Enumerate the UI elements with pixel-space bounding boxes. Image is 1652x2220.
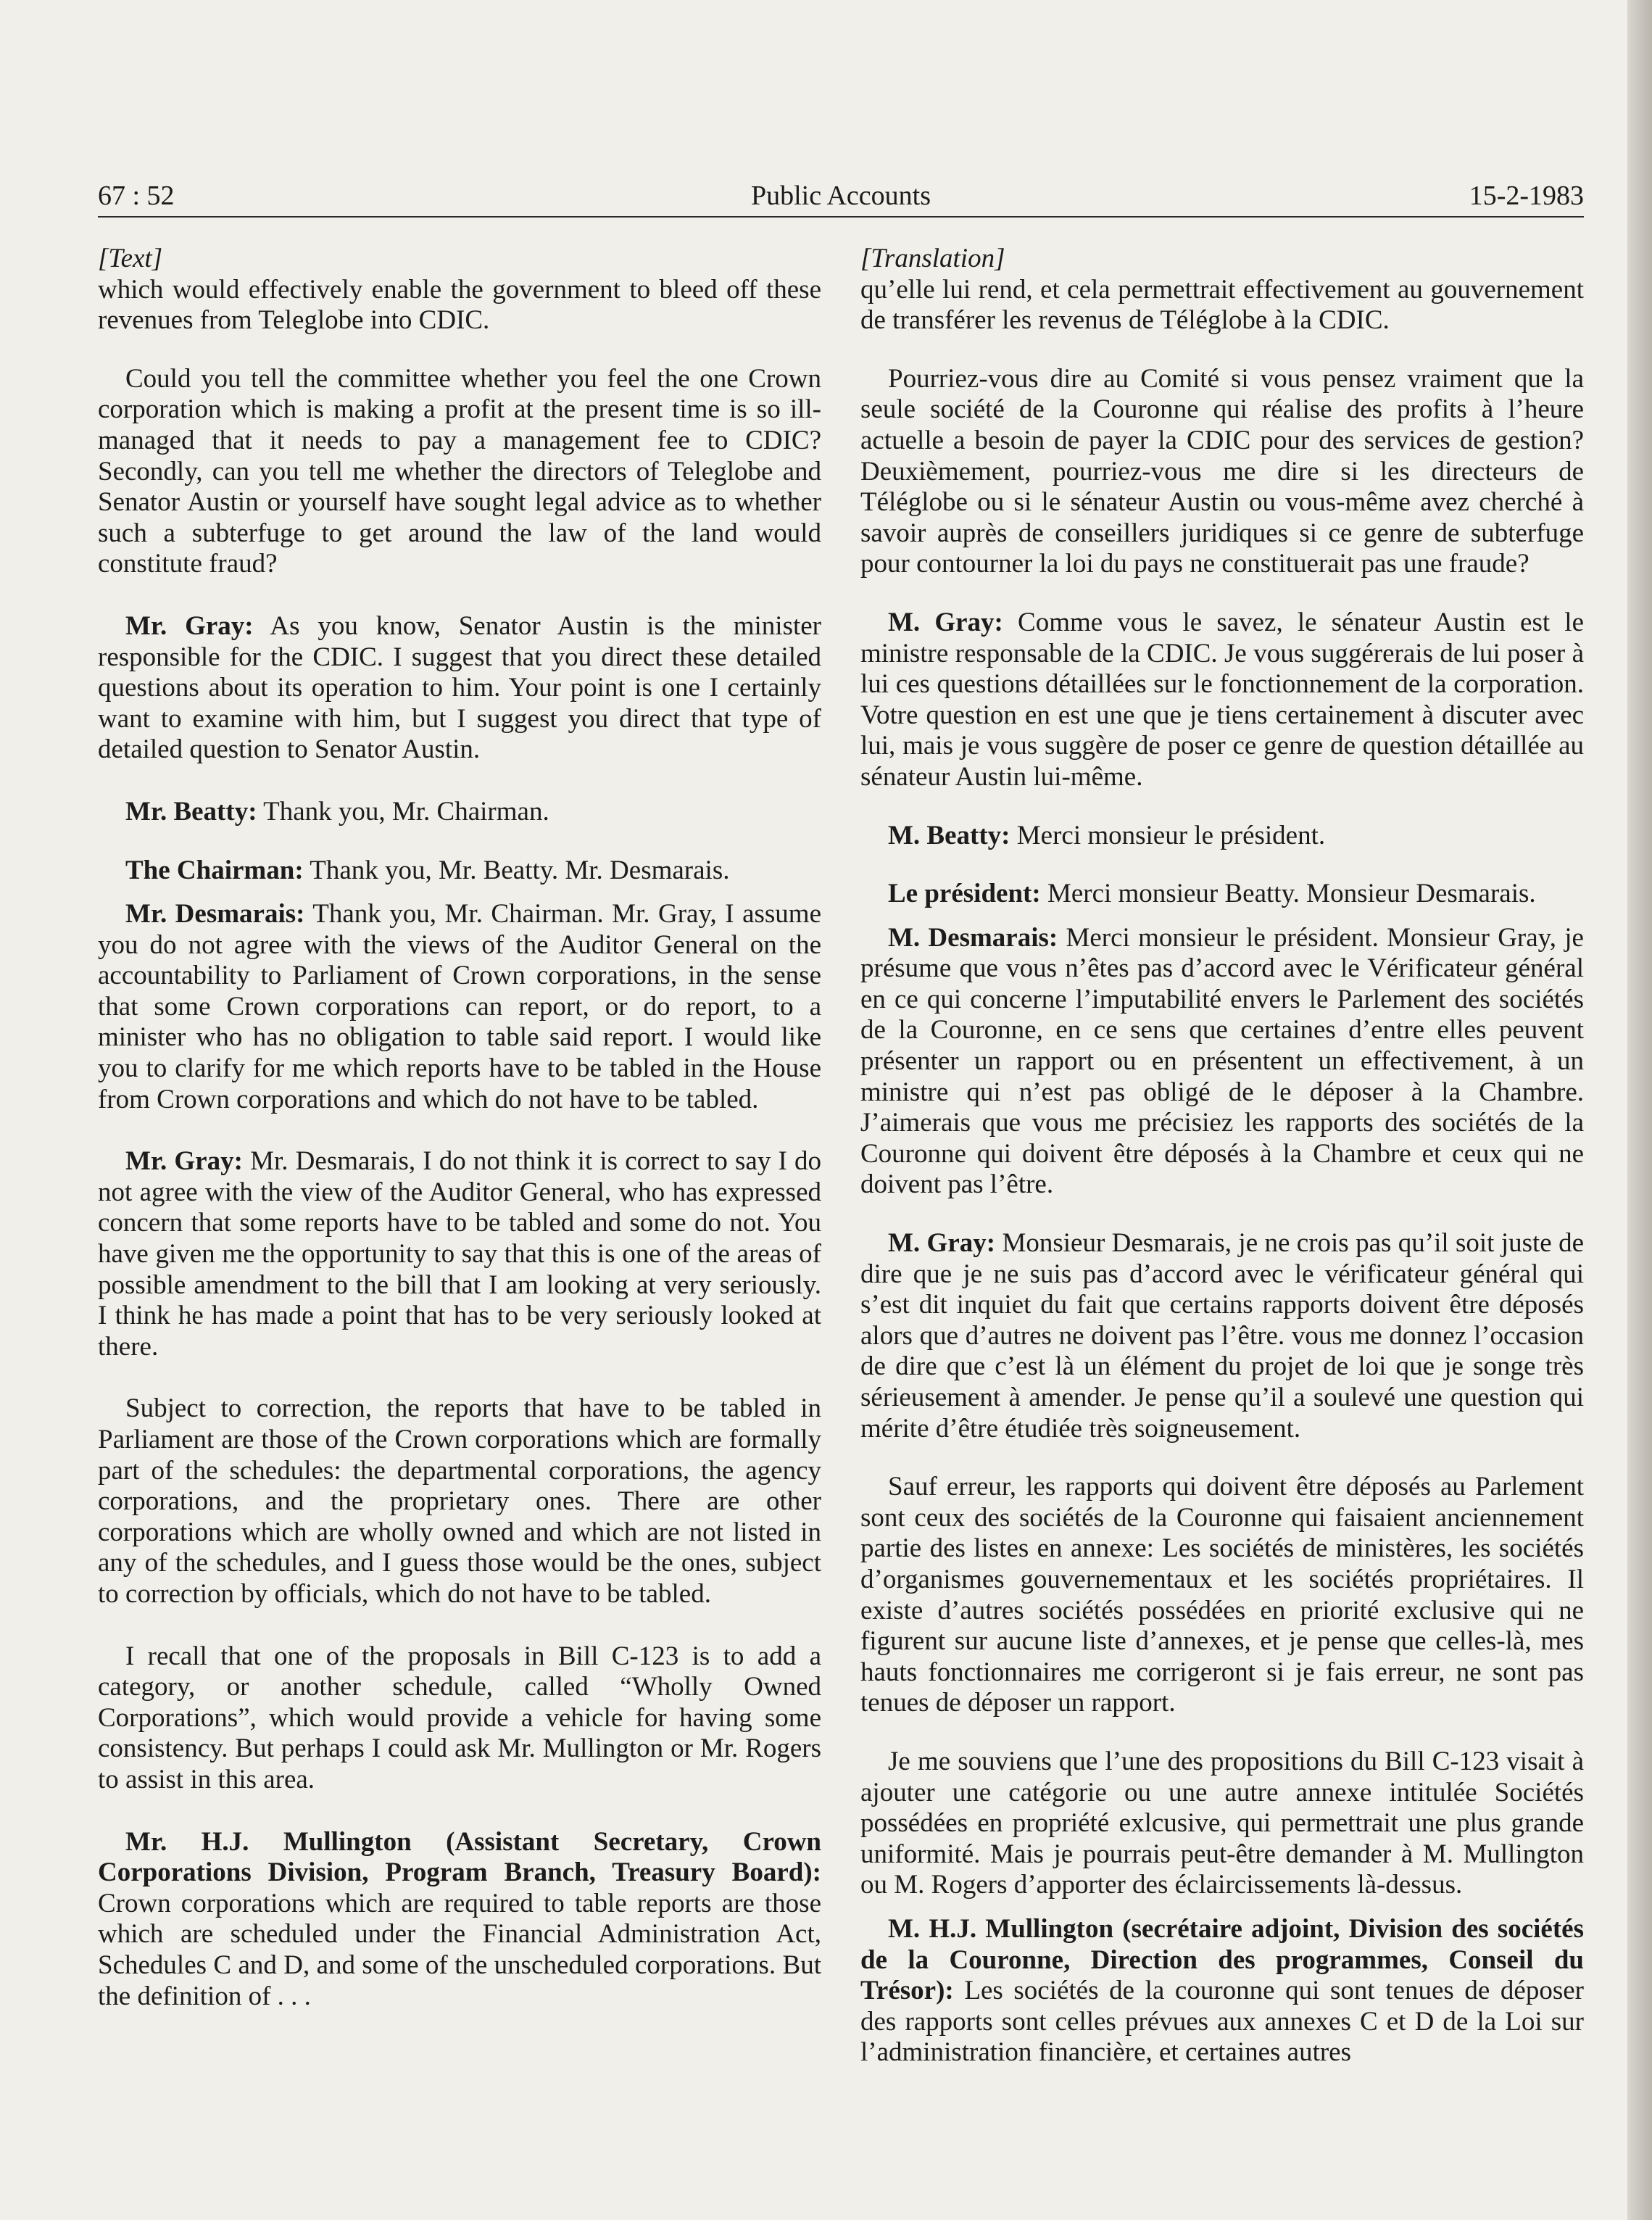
paragraph: I recall that one of the proposals in Bill C-123 is to add a category, or another schedule, called “Wholly Owned Corporations”, which would provide a vehicle for having some consistency. But perhaps I could ask Mr. Mullington or Mr. Rogers to assist in this area. [98, 1641, 821, 1794]
paragraph: Subject to correction, the reports that have to be tabled in Parliament are those of the Crown corporations which are formally part of the schedules: the departmental corporations, the agency corporations, and the proprietary ones. There are other corporations which are wholly owned and which are not listed in any of the schedules, and I guess those would be the ones, subject to correction by officials, which do not have to be tabled. [98, 1393, 821, 1609]
paragraph: Could you tell the committee whether you feel the one Crown corporation which is making a profit at the present time is so ill-managed that it needs to pay a management fee to CDIC? Secondly, can you tell me whether the directors of Teleglobe and Senator Austin or yourself have sought legal advice as to whether such a subterfuge to get around the law of the land would constitute fraud? [98, 363, 821, 579]
paragraph [860, 1914, 1584, 2068]
paragraph [860, 821, 1584, 852]
paragraph [860, 923, 1584, 1201]
speaker-name: Mr. Gray: [125, 610, 254, 641]
speaker-name: Mr. Gray: [125, 1146, 243, 1177]
running-title: Public Accounts [750, 181, 931, 211]
speaker-name: M. H.J. Mullington (secrétaire adjoint, Division des sociétés de la Couronne, Direction des programmes, Conseil du Trésor): [860, 1913, 1584, 2006]
english-column [98, 244, 821, 2012]
paragraph [98, 797, 821, 828]
speech-text: Thank you, Mr. Beatty. Mr. Desmarais. [303, 855, 730, 885]
speech-text: Merci monsieur Beatty. Monsieur Desmarais. [1040, 879, 1536, 909]
paragraph: Pourriez-vous dire au Comité si vous pensez vraiment que la seule société de la Couronne qui réalise des profits à l’heure actuelle a besoin de payer la CDIC pour des services de gestion? Deuxièmement, pourriez-vous me dire si les directeurs de Téléglobe ou si le sénateur Austin ou vous-même avez cherché à savoir auprès de conseillers juridiques si ce genre de subterfuge pour contourner la loi du pays ne constituerait pas une fraude? [860, 363, 1584, 579]
page-edge [1627, 0, 1652, 2220]
speech-text: Merci monsieur le président. [1010, 820, 1326, 850]
column-label: [Translation] [860, 244, 1005, 273]
paragraph: which would effectively enable the government to bleed off these revenues from Teleglobe into CDIC. [98, 274, 821, 336]
paragraph: Sauf erreur, les rapports qui doivent être déposés au Parlement sont ceux des sociétés de la Couronne qui faisaient anciennement partie des listes en annexe: Les sociétés de ministères, les sociétés d’organismes gouvernementaux et les sociétés propriétaires. Il existe d’autres sociétés possédées en priorité exclusive qui ne figurent sur aucune liste d’annexes, et je pense que celles-là, mes hauts fonctionnaires me corrigeront si je fais erreur, ne sont pas tenues de déposer un rapport. [860, 1472, 1584, 1718]
header-rule [98, 216, 1584, 218]
paragraph [860, 608, 1584, 793]
paragraph [98, 1146, 821, 1362]
page-number: 67 : 52 [98, 181, 175, 211]
speaker-name: The Chairman: [125, 855, 304, 885]
speaker-name: M. Gray: [888, 1228, 996, 1259]
paragraph: Je me souviens que l’une des propositions du Bill C-123 visait à ajouter une catégorie ou une autre annexe intitulée Sociétés possédées en propriété exlcusive, qui permettrait une plus grande uniformité. Mais je pourrais peut-être demander à M. Mullington ou M. Rogers d’apporter des éclaircissements là-dessus. [860, 1746, 1584, 1900]
paragraph [98, 611, 821, 766]
speech-text: Comme vous le savez, le sénateur Austin est le ministre responsable de la CDIC. Je vous suggérerais de lui poser à lui ces questions détaillées sur le fonctionnement de la corporation. Votre question en est une que je tiens certainement à discuter avec lui, mais je vous suggère de poser ce genre de question détaillée au sénateur Austin lui-même. [860, 607, 1584, 792]
speaker-name: M. Gray: [888, 607, 1003, 637]
french-column [860, 244, 1584, 2068]
paragraph [98, 856, 821, 887]
speaker-name: Mr. H.J. Mullington (Assistant Secretary, Crown Corporations Division, Program Branch, Treasury Board): [98, 1826, 821, 1888]
speaker-name: Mr. Desmarais: [125, 899, 305, 929]
speech-text: Merci monsieur le président. Monsieur Gray, je présume que vous n’êtes pas d’accord avec le Vérificateur général en ce qui concerne l’imputabilité envers le Parlement des sociétés de la Couronne, en ce sens que certaines d’entre elles peuvent présenter un rapport ou en présentent un effectivement, à un ministre qui n’est pas obligé de le déposer à la Chambre. J’aimerais que vous me précisiez les rapports des sociétés de la Couronne qui doivent être déposés à la Chambre et ceux qui ne doivent pas l’être. [860, 922, 1584, 1200]
speech-text: Monsieur Desmarais, je ne crois pas qu’il soit juste de dire que je ne suis pas d’accord avec le vérificateur général qui s’est dit inquiet du fait que certains rapports doivent être déposés alors que d’autres ne doivent pas l’être. vous me donnez l’occasion de dire que c’est là un élément du projet de loi que je songe très sérieusement à amender. Je pense qu’il a soulevé une question qui mérite d’être étudiée très soigneusement. [860, 1228, 1585, 1444]
speech-text: Crown corporations which are required to table reports are those which are scheduled under the Financial Administration Act, Schedules C and D, and some of the unscheduled corporations. But the definition of . . . [98, 1888, 821, 2011]
paragraph [860, 879, 1584, 910]
speech-text: Thank you, Mr. Chairman. Mr. Gray, I assume you do not agree with the views of the Auditor General on the accountability to Parliament of Crown corporations, in the sense that some Crown corporations can report, or do report, to a minister who has no obligation to table said report. I would like you to clarify for me which reports have to be tabled in the House from Crown corporations and which do not have to be tabled. [98, 899, 822, 1114]
speech-text: Thank you, Mr. Chairman. [257, 796, 549, 827]
speech-text: Mr. Desmarais, I do not think it is correct to say I do not agree with the view of the Auditor General, who has expressed concern that some reports have to be tabled and some do not. You have given me the opportunity to say that this is one of the areas of possible amendment to the bill that I am looking at very seriously. I think he has made a point that has to be very seriously looked at there. [98, 1146, 821, 1362]
speaker-name: M. Desmarais: [888, 922, 1058, 953]
paragraph [98, 899, 821, 1115]
speaker-name: M. Beatty: [888, 820, 1010, 850]
header-date: 15-2-1983 [1469, 181, 1584, 211]
column-label: [Text] [98, 244, 163, 273]
paragraph [860, 1228, 1584, 1444]
paragraph: qu’elle lui rend, et cela permettrait effectivement au gouvernement de transférer les revenus de Téléglobe à la CDIC. [860, 274, 1584, 336]
paragraph [98, 1827, 821, 2013]
speech-text: Les sociétés de la couronne qui sont tenues de déposer des rapports sont celles prévues aux annexes C et D de la Loi sur l’administration financière, et certaines autres [860, 1976, 1584, 2068]
speaker-name: Le président: [888, 879, 1041, 909]
speech-text: As you know, Senator Austin is the minister responsible for the CDIC. I suggest that you direct these detailed questions about its operation to him. Your point is one I certainly want to examine with him, but I suggest you direct that type of detailed question to Senator Austin. [98, 610, 821, 765]
speaker-name: Mr. Beatty: [125, 796, 257, 827]
page-header [98, 177, 1584, 215]
